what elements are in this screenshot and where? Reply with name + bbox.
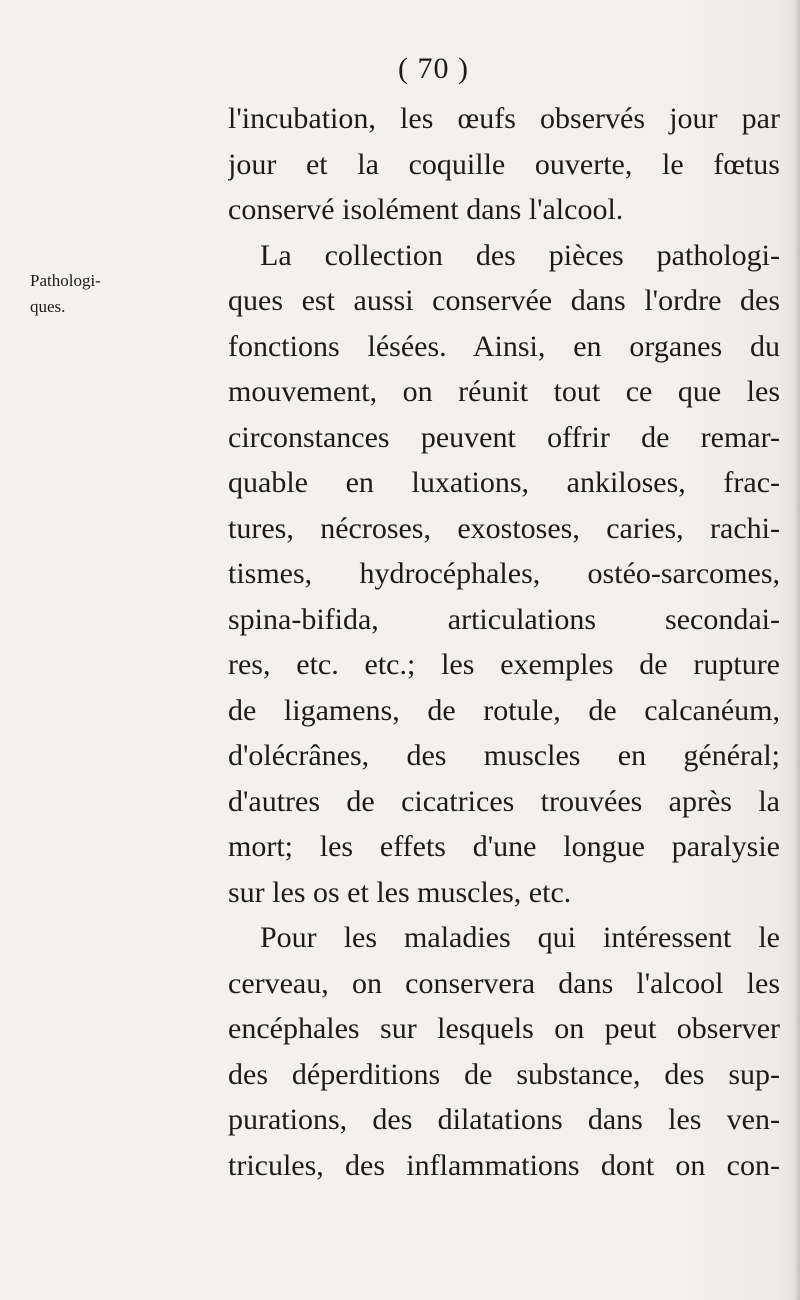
text-line: tismes, hydrocéphales, ostéo-sarcomes,: [228, 557, 780, 590]
text-line: sur les os et les muscles, etc.: [228, 875, 572, 909]
text-line: l'incubation, les œufs observés jour par: [228, 102, 780, 135]
text-line: tricules, des inflammations dont on con-: [228, 1148, 780, 1182]
page-edge-shadow: [794, 0, 800, 1300]
text-line: spina-bifida, articulations secondai-: [228, 602, 780, 636]
text-line: cerveau, on conservera dans l'alcool les: [228, 966, 780, 1000]
text-line: des déperditions de substance, des sup-: [228, 1057, 780, 1091]
body-text: [228, 96, 780, 1188]
page-number: ( 70 ): [398, 52, 469, 85]
text-line: ques est aussi conservée dans l'ordre des: [228, 284, 780, 317]
text-line: jour et la coquille ouverte, le fœtus: [228, 147, 780, 181]
text-line: res, etc. etc.; les exemples de rupture: [228, 648, 780, 681]
margin-note-line: ques.: [30, 297, 66, 316]
text-line: La collection des pièces pathologi-: [260, 238, 780, 272]
text-line: mouvement, on réunit tout ce que les: [228, 375, 780, 408]
text-line: de ligamens, de rotule, de calcanéum,: [228, 693, 780, 727]
margin-note: [30, 268, 101, 320]
margin-note-line: Pathologi-: [30, 271, 101, 290]
text-line: mort; les effets d'une longue paralysie: [228, 830, 780, 863]
text-line: d'olécrânes, des muscles en général;: [228, 739, 780, 772]
text-line: encéphales sur lesquels on peut observer: [228, 1012, 780, 1045]
text-line: Pour les maladies qui intéressent le: [260, 921, 780, 954]
text-line: purations, des dilatations dans les ven-: [228, 1103, 780, 1136]
text-line: quable en luxations, ankiloses, frac-: [228, 466, 780, 499]
text-line: fonctions lésées. Ainsi, en organes du: [228, 329, 780, 363]
text-line: d'autres de cicatrices trouvées après la: [228, 784, 780, 818]
text-line: circonstances peuvent offrir de remar-: [228, 420, 780, 454]
text-line: conservé isolément dans l'alcool.: [228, 193, 624, 226]
text-line: tures, nécroses, exostoses, caries, rachi-: [228, 511, 780, 545]
